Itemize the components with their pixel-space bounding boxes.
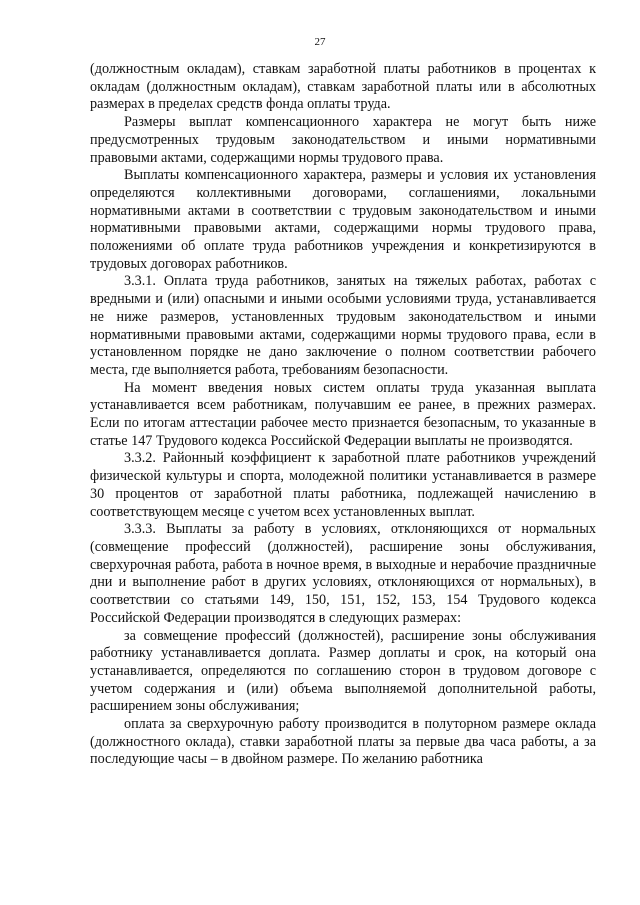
paragraph: 3.3.3. Выплаты за работу в условиях, отклоняющихся от нормальных (совмещение профессий (должностей), расширение зоны обслуживания, сверхурочная работа, работа в ночное время, в выходные и нерабочие праздничные дни и выполнение работ в других условиях, отклоняющихся от нормальных), в соответствии со статьями 149, 150, 151, 152, 153, 154 Трудового кодекса Российской Федерации производятся в следующих размерах:	[90, 521, 596, 626]
paragraph: На момент введения новых систем оплаты труда указанная выплата устанавливается всем работникам, получавшим ее ранее, в прежних размерах. Если по итогам аттестации рабочее место признается безопасным, то указанные в статье 147 Трудового кодекса Российской Федерации выплаты не производятся.	[90, 379, 596, 449]
paragraph: 3.3.1. Оплата труда работников, занятых на тяжелых работах, работах с вредными и (или) опасными и иными особыми условиями труда, устанавливается не ниже размеров, установленных трудовым законодательством и иными нормативными правовыми актами, содержащими нормы трудового права, если в установленном порядке не дано заключение о полном соответствии рабочего места, где выполняется работа, требованиям безопасности.	[90, 273, 596, 378]
paragraph: (должностным окладам), ставкам заработной платы работников в процентах к окладам (должностным окладам), ставкам заработной платы или в абсолютных размерах в пределах средств фонда оплаты труда.	[90, 61, 596, 113]
document-body	[90, 61, 596, 769]
paragraph: Размеры выплат компенсационного характера не могут быть ниже предусмотренных трудовым законодательством и иными нормативными правовыми актами, содержащими нормы трудового права.	[90, 114, 596, 166]
paragraph: Выплаты компенсационного характера, размеры и условия их установления определяются коллективными договорами, соглашениями, локальными нормативными актами в соответствии с трудовым законодательством и иными нормативными правовыми актами, содержащими нормы трудового права, положениями об оплате труда работников учреждения и конкретизируются в трудовых договорах работников.	[90, 167, 596, 272]
paragraph: 3.3.2. Районный коэффициент к заработной плате работников учреждений физической культуры и спорта, молодежной политики устанавливается в размере 30 процентов от заработной платы работника, подлежащей начислению в соответствующем месяце с учетом всех установленных выплат.	[90, 450, 596, 520]
paragraph: за совмещение профессий (должностей), расширение зоны обслуживания работнику устанавливается доплата. Размер доплаты и срок, на который она устанавливается, определяются по соглашению сторон в трудовом договоре с учетом содержания и (или) объема выполняемой дополнительной работы, расширением зоны обслуживания;	[90, 627, 596, 715]
page-number: 27	[314, 36, 326, 48]
paragraph: оплата за сверхурочную работу производится в полуторном размере оклада (должностного оклада), ставки заработной платы за первые два часа работы, а за последующие часы – в двойном размере. По желанию работника	[90, 716, 596, 768]
